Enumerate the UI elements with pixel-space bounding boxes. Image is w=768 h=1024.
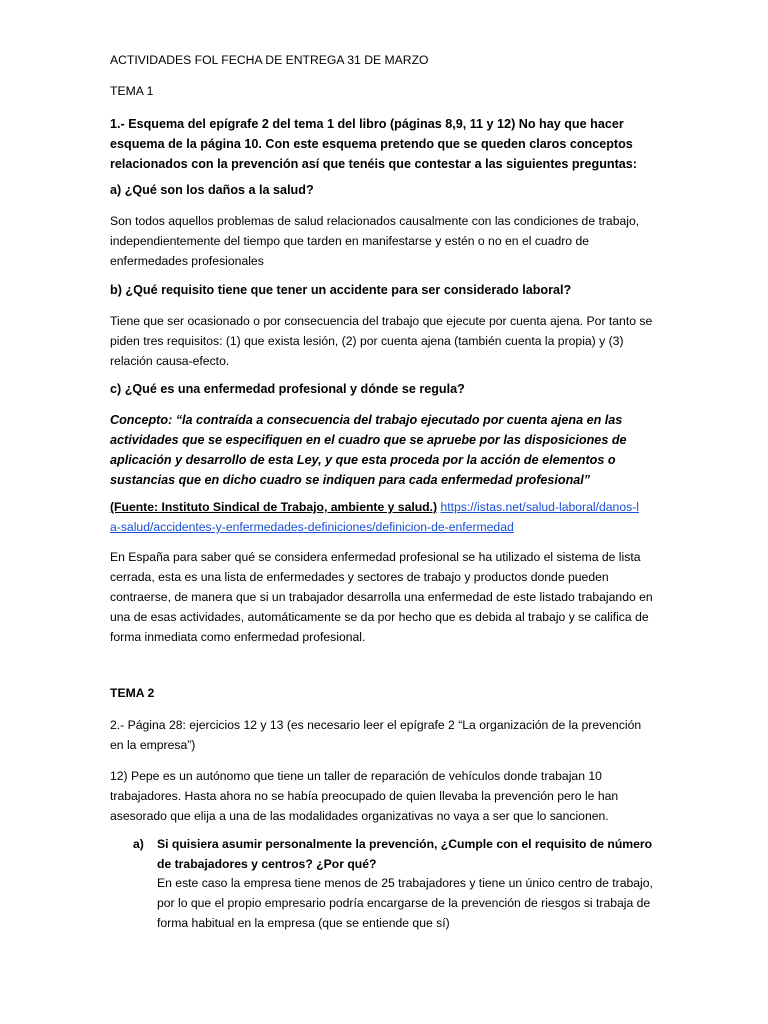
concept-quote: Concepto: “la contraída a consecuencia del trabajo ejecutado por cuenta ajena en las actividades que se especifiquen en el cuadro que se apruebe por las disposiciones de aplicación y desarrollo de esta Ley, y que esta proceda por la acción de elementos o sustancias que en dicho cuadro se indiquen para cada enfermedad profesional” [110,413,627,487]
question-b: b) ¿Qué requisito tiene que tener un accidente para ser considerado laboral? [110,283,572,297]
tema1-intro: 1.- Esquema del epígrafe 2 del tema 1 del libro (páginas 8,9, 11 y 12) No hay que hacer esquema de la página 10. Con este esquema pretendo que se queden claros conceptos relacionados con la prevención así que tenéis que contestar a las siguientes preguntas: [110,117,638,171]
source-link[interactable]: https://istas.net/salud-laboral/danos-la-salud/accidentes-y-enfermedades-definiciones/definicion-de-enfermedad [110,500,639,534]
document-title: ACTIVIDADES FOL FECHA DE ENTREGA 31 DE MARZO [110,53,429,67]
question-c: c) ¿Qué es una enfermedad profesional y dónde se regula? [110,382,465,396]
answer-a: Son todos aquellos problemas de salud relacionados causalmente con las condiciones de trabajo, independientemente del tiempo que tarden en manifestarse y estén o no en el cuadro de enfermedades profesionales [110,214,640,268]
answer-b: Tiene que ser ocasionado o por consecuencia del trabajo que ejecute por cuenta ajena. Por tanto se piden tres requisitos: (1) que exista lesión, (2) por cuenta ajena (también cuenta la propia) y (3) relación causa-efecto. [110,314,653,368]
item-a-label: a) [133,837,144,851]
exercise-12: 12) Pepe es un autónomo que tiene un taller de reparación de vehículos donde trabajan 10 trabajadores. Hasta ahora no se había preocupado de quien llevaba la prevención pero le han asesorado que elija a una de las modalidades organizativas no vaya a ser que lo sancionen. [110,769,619,823]
item-a-question: Si quisiera asumir personalmente la prevención, ¿Cumple con el requisito de número de trabajadores y centros? ¿Por qué? [157,837,653,871]
item-a-answer: En este caso la empresa tiene menos de 25 trabajadores y tiene un único centro de trabajo, por lo que el propio empresario podría encargarse de la prevención de riesgos si trabaja de forma habitual en la empresa (que se entiende que sí) [157,876,653,930]
question-a: a) ¿Qué son los daños a la salud? [110,183,314,197]
tema1-heading: TEMA 1 [110,84,154,98]
tema2-intro: 2.- Página 28: ejercicios 12 y 13 (es necesario leer el epígrafe 2 “La organización de la prevención en la empresa”) [110,718,642,752]
source-citation [110,497,640,537]
tema2-heading: TEMA 2 [110,686,155,700]
explanation-paragraph: En España para saber qué se considera enfermedad profesional se ha utilizado el sistema de lista cerrada, esta es una lista de enfermedades y sectores de trabajo y productos donde pueden contraerse, de manera que si un trabajador desarrolla una enfermedad de este listado trabajando en una de esas actividades, automáticamente se da por hecho que es debida al trabajo y se califica de forma inmediata como enfermedad profesional. [110,550,653,644]
source-label: (Fuente: Instituto Sindical de Trabajo, ambiente y salud.) [110,500,438,514]
